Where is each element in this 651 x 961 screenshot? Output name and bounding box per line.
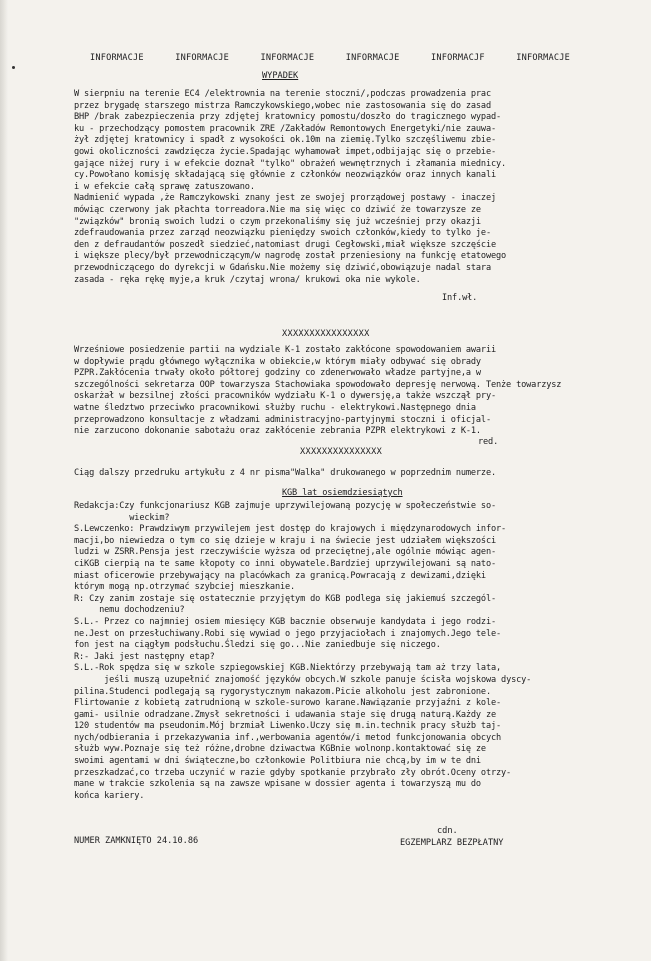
text-line: W sierpniu na terenie EC4 /elektrownia na terenie stoczni/,podczas prowadzenia prac [74, 89, 491, 99]
text-line: oskarżał w bezsilnej złości pracowników wydziału K-1 o dywersję,a także wszczął pry- [74, 391, 497, 402]
text-line: S.L.- Przez co najmniej osiem miesięcy KGB bacznie obserwuje kandydata i jego rodzi- [74, 616, 497, 627]
text-line: watne śledztwo przeciwko pracownikowi służby ruchu - elektrykowi.Następnego dnia [74, 402, 476, 413]
scan-edge-shadow [0, 0, 8, 961]
footer-free-copy: EGZEMPLARZ BEZPŁATNY [400, 838, 504, 848]
text-line: R:- Jaki jest następny etap? [74, 651, 215, 662]
header-item: INFORMACJE [260, 53, 315, 63]
text-line: i większe plecy/był przewodniczącym/w nagrodę został przeniesiony na funkcję etatowego [74, 251, 507, 262]
text-line: swoimi agentami w dni świąteczne,bo członkowie Politbiura nie chcą,by im w te dni [74, 756, 481, 767]
text-line: "związków" bronią swoich ludzi o czym przekonaliśmy się już wcześniej przy okazji [74, 216, 481, 227]
text-line: przeszkadzać,co trzeba uczynić w razie gdyby spotkanie przybrało zły obrót.Oceny otrzy- [74, 767, 512, 778]
text-line: Nadmienić wypada ,że Ramczykowski znany jest ze swojej prorządowej postawy - inaczej [74, 193, 497, 204]
article-title-wypadek: WYPADEK [262, 71, 299, 81]
text-line: BHP /brak zabezpieczenia przy zdjętej kratownicy pomostu/doszło do tragicznego wypad- [74, 112, 502, 123]
text-line: Wrześniowe posiedzenie partii na wydziale K-1 zostało zakłócone spowodowaniem awarii [74, 345, 497, 355]
text-line: przewodniczącego do dyrekcji w Gdańsku.Nie możemy się dziwić,obowiązuje nadal stara [74, 262, 491, 273]
text-line: jeśli muszą uzupełnić znajomość języków obcych.W szkole panuje ścisła wojskowa dyscy- [74, 674, 532, 685]
header-item: INFORMACJE [175, 53, 229, 63]
text-line: ne.Jest on przesłuchiwany.Robi się wywiad o jego przyjaciołach i znajomych.Jego tele- [74, 628, 502, 639]
header-item: INFORMACJE [90, 53, 144, 63]
text-line: gami- usilnie odradzane.Zmysł sekretności i udawania staje się drugą naturą.Każdy ze [74, 709, 497, 720]
signature-red: red. [478, 437, 499, 447]
text-line: służb wyw.Poznaje się też różne,drobne dziwactwa KGBnie wolnonp.kontaktować się ze [74, 744, 486, 755]
article-k1-body [74, 345, 634, 438]
text-line: 120 studentów ma pseudonim.Mój brzmiał Liwenko.Uczy się m.in.technik pracy służb taj- [74, 721, 502, 732]
text-line: PZPR.Zakłócenia trwały około półtorej godziny co zdenerwowało władze partyjne,a w [74, 368, 481, 379]
text-line: miast oficerowie przebywający na placówkach za granicą.Powracają z dewizami,dzięki [74, 570, 486, 581]
text-line: nych/odbierania i przekazywania inf.,werbowania agentów/i metod funkcjonowania obcych [74, 732, 502, 743]
separator-x-1: XXXXXXXXXXXXXXXX [282, 329, 370, 339]
separator-x-2: XXXXXXXXXXXXXXX [300, 447, 383, 457]
header-item: INFORMACJE [345, 53, 400, 63]
article-wypadek-body [74, 89, 634, 286]
punch-mark [12, 66, 15, 69]
text-line: nie zarzucono dokonanie sabotażu oraz zakłócenie zebrania PZPR elektrykowi z K-1. [74, 426, 481, 437]
text-line: przez brygadę starszego mistrza Ramczykowskiego,wobec nie zastosowania się do zasad [74, 100, 491, 111]
continued-mark: cdn. [437, 826, 458, 836]
text-line: gające niżej rury i w efekcie doznał "tylko" obrażeń wewnętrznych i złamania miednicy. [74, 158, 507, 169]
text-line: zasada - ręka rękę myje,a kruk /czytaj wrona/ krukowi oka nie wykole. [74, 274, 421, 285]
header-item: INFORMACJF [431, 53, 485, 63]
text-line: końca kariery. [74, 790, 145, 801]
text-line: którym mogą np.otrzymać szybciej mieszkanie. [74, 582, 296, 593]
text-line: S.L.-Rok spędza się w szkole szpiegowskiej KGB.Niektórzy przebywają tam aż trzy lata, [74, 663, 502, 674]
text-line: w dopływie prądu głównego wyłącznika w obiekcie,w którym miały odbywać się obrady [74, 356, 481, 367]
signature-inf-wl: Inf.wł. [442, 293, 478, 303]
text-line: zdefraudowania przez zarząd neozwiązku pieniędzy swoich członków,kiedy to tylko je- [74, 228, 491, 239]
article-title-kgb: KGB lat osiemdziesiątych [282, 488, 403, 498]
header-row [90, 53, 570, 63]
text-line: R: Czy zanim zostaje się ostatecznie przyjętym do KGB podlega się jakiemuś szczegól- [74, 593, 497, 604]
text-line: wieckim? [74, 512, 170, 523]
text-line: fon jest na ciągłym podsłuchu.Śledzi się go...Nie zaniedbuje się niczego. [74, 640, 441, 651]
text-line: ludzi w ZSRR.Pensja jest rzeczywiście wyższa od przeciętnej,ale ogólnie mówiąc agen- [74, 547, 497, 558]
text-line: Flirtowanie z kobietą zatrudnioną w szkole-surowo karane.Nawiązanie przyjaźni z kole- [74, 698, 502, 709]
text-line: ku - przechodzący pomostem pracownik ZRE /Zakładów Remontowych Energetyki/nie zauwa- [74, 123, 497, 134]
text-line: przeprowadzono konsultacje z władzami administracyjno-partyjnymi stoczni i oficjal- [74, 414, 491, 425]
footer-closed-date: NUMER ZAMKNIĘTO 24.10.86 [74, 836, 199, 846]
text-line: mówiąc czerwony jak płachta torreadora.Nie ma się więc co dziwić że towarzysze ze [74, 204, 481, 215]
text-line: cy.Powołano komisję składającą się głównie z członków neozwiązków oraz innych kanali [74, 170, 497, 181]
text-line: pilina.Studenci podlegają są rygorystycznym nakazom.Picie alkoholu jest zabronione. [74, 686, 491, 697]
text-line: żył zdjętej kratownicy i spadł z wysokości ok.10m na ziemię.Tylko szczęśliwemu zbie- [74, 135, 497, 146]
reprint-note-text: Ciąg dalszy przedruku artykułu z 4 nr pisma"Walka" drukowanego w poprzednim numerze. [74, 468, 497, 478]
text-line: i w efekcie całą sprawę zatuszowano. [74, 181, 255, 192]
text-line: gowi okoliczności zawdzięcza życie.Spadając wyhamował impet,odbijając się o przebie- [74, 146, 497, 157]
header-item: INFORMACJE [516, 53, 570, 63]
text-line: ciKGB cierpią na te same kłopoty co inni obywatele.Bardziej uprzywilejowani są nato- [74, 558, 497, 569]
article-kgb-body [74, 501, 634, 802]
text-line: nemu dochodzeniu? [74, 605, 185, 616]
text-line: macji,bo niewiedza o tym co się dzieje w kraju i na świecie jest udziałem większości [74, 535, 497, 546]
text-line: szczególności sekretarza OOP towarzysza Stachowiaka spowodowało depresję nerwową. Tenże towarzysz [74, 379, 562, 390]
text-line: Redakcja:Czy funkcjonariusz KGB zajmuje uprzywilejowaną pozycję w społeczeństwie so- [74, 501, 497, 511]
text-line: den z defraudantów poszedł siedzieć,natomiast drugi Cegłowski,miał większe szczęście [74, 239, 497, 250]
text-line: S.Lewczenko: Prawdziwym przywilejem jest dostęp do krajowych i międzynarodowych infor- [74, 524, 507, 535]
text-line: mane w trakcie szkolenia są na zawsze wpisane w dossier agenta i towarzyszą mu do [74, 779, 481, 790]
reprint-note [74, 468, 634, 480]
